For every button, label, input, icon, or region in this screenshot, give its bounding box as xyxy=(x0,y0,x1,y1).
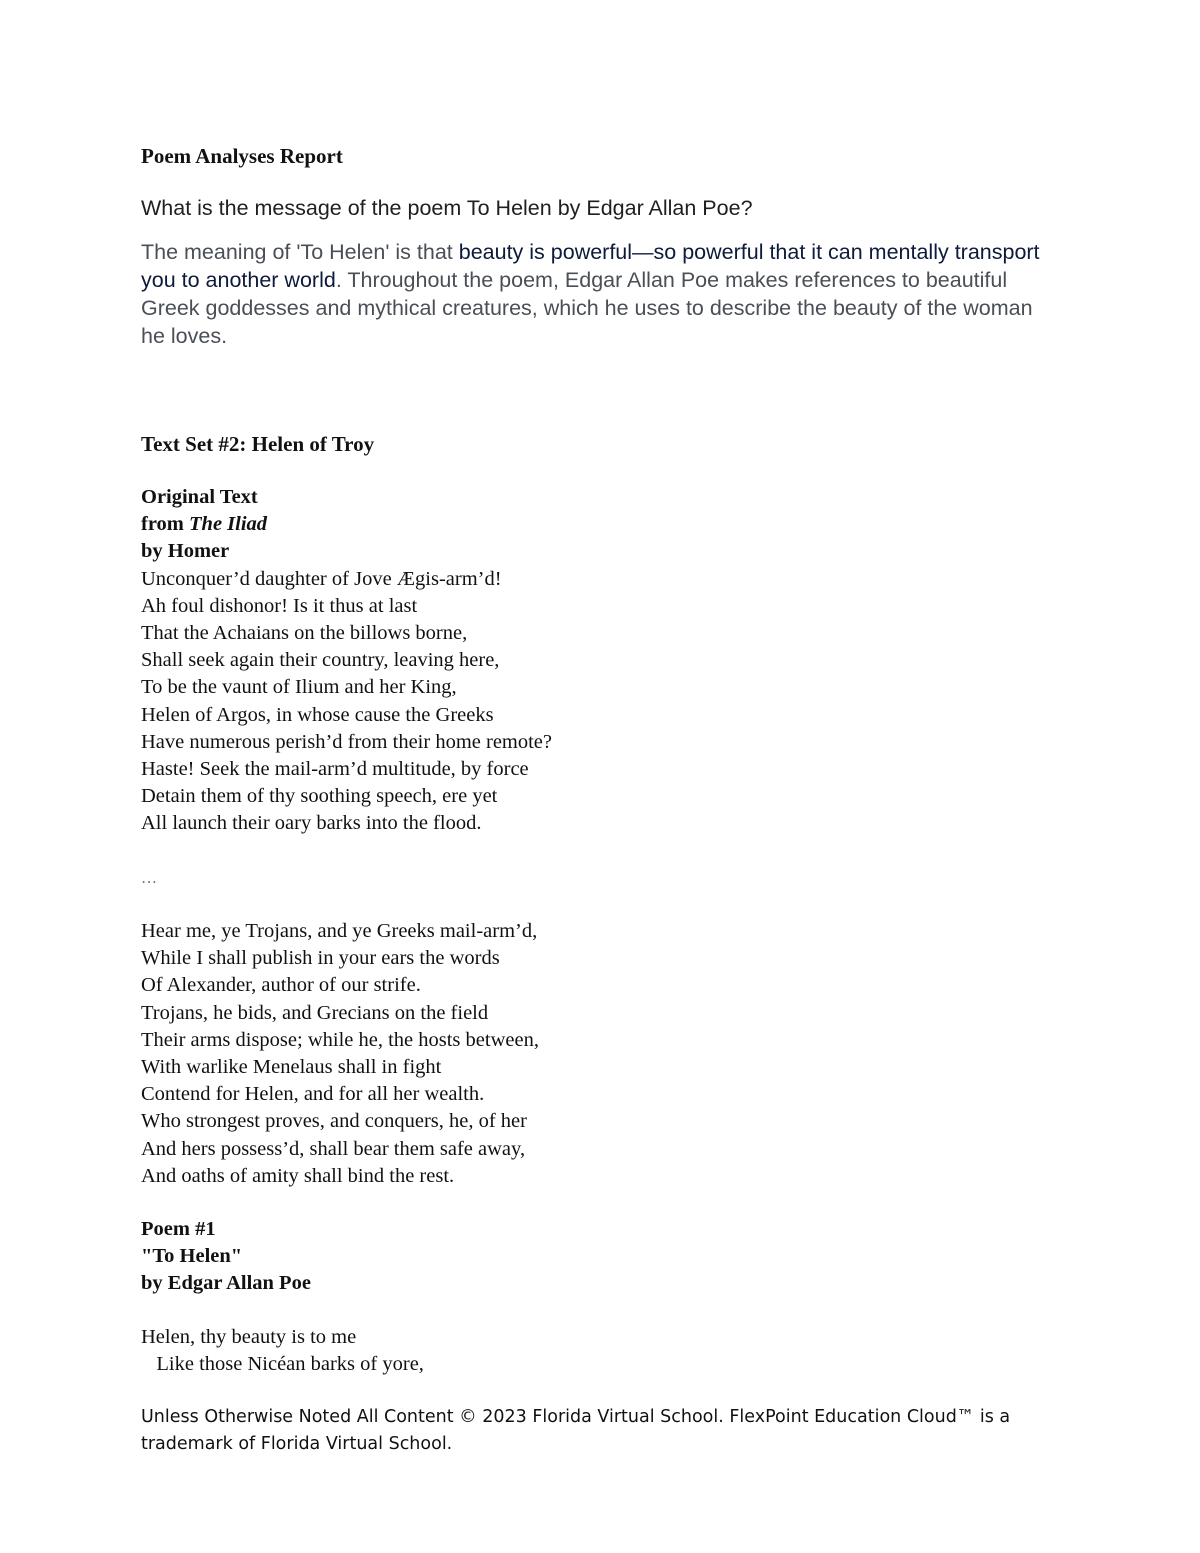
answer-paragraph xyxy=(141,238,1041,350)
stanza2-line: Contend for Helen, and for all her wealth. xyxy=(141,1083,485,1106)
answer-text-end: . Throughout the poem, Edgar Allan Poe makes references to beautiful Greek goddesses and mythical creatures, which he uses to describe the beauty of the woman he loves. xyxy=(141,268,1033,348)
stanza1-line: Haste! Seek the mail-arm’d multitude, by force xyxy=(141,758,529,781)
stanza2-line: Who strongest proves, and conquers, he, of her xyxy=(141,1110,527,1133)
answer-highlight: beauty is powerful—so powerful that it can mentally transport you to another world xyxy=(141,240,1040,292)
stanza1-line: To be the vaunt of Ilium and her King, xyxy=(141,676,457,699)
poem1-author: by Edgar Allan Poe xyxy=(141,1272,311,1295)
poem1-line: Helen, thy beauty is to me xyxy=(141,1326,357,1348)
footer-line: trademark of Florida Virtual School. xyxy=(141,1434,453,1454)
stanza2-line: While I shall publish in your ears the words xyxy=(141,947,500,970)
original-author: by Homer xyxy=(141,540,230,563)
original-source xyxy=(141,511,552,538)
stanza2-line: Their arms dispose; while he, the hosts between, xyxy=(141,1028,539,1051)
stanza1-line: Ah foul dishonor! Is it thus at last xyxy=(141,594,418,617)
omission-ellipsis: … xyxy=(141,870,157,887)
original-text-block xyxy=(141,484,552,838)
stanza1-line: Helen of Argos, in whose cause the Greeks xyxy=(141,703,494,726)
stanza1-line: That the Achaians on the billows borne, xyxy=(141,622,468,645)
stanza1-line: Shall seek again their country, leaving here, xyxy=(141,649,500,672)
stanza2-line: Trojans, he bids, and Grecians on the field xyxy=(141,1001,489,1024)
stanza2-line: Of Alexander, author of our strife. xyxy=(141,974,421,997)
original-text-label: Original Text xyxy=(141,486,258,508)
stanza1-line: All launch their oary barks into the flood. xyxy=(141,812,482,835)
stanza2-line: And oaths of amity shall bind the rest. xyxy=(141,1164,455,1187)
text-set-heading: Text Set #2: Helen of Troy xyxy=(141,432,375,456)
stanza2-line: With warlike Menelaus shall in fight xyxy=(141,1056,442,1079)
source-work-title: The Iliad xyxy=(189,513,268,536)
stanza1-line: Have numerous perish’d from their home remote? xyxy=(141,730,553,753)
poem1-header xyxy=(141,1216,311,1298)
stanza2-line: Hear me, ye Trojans, and ye Greeks mail-arm’d, xyxy=(141,920,538,942)
report-title: Poem Analyses Report xyxy=(141,144,343,168)
stanza2-line: And hers possess’d, shall bear them safe away, xyxy=(141,1137,526,1160)
stanza1-line: Detain them of thy soothing speech, ere yet xyxy=(141,785,498,808)
stanza2-block xyxy=(141,918,539,1190)
footer-line: Unless Otherwise Noted All Content © 2023 Florida Virtual School. FlexPoint Education Cloud™ is a xyxy=(141,1407,1011,1427)
poem1-label: Poem #1 xyxy=(141,1218,216,1240)
source-prefix: from xyxy=(141,513,190,536)
page-footer xyxy=(141,1404,1041,1458)
answer-text-start: The meaning of 'To Helen' is that xyxy=(141,240,459,264)
stanza1-line: Unconquer’d daughter of Jove Ægis-arm’d! xyxy=(141,567,502,590)
poem1-lines xyxy=(141,1324,424,1378)
question-heading: What is the message of the poem To Helen by Edgar Allan Poe? xyxy=(141,196,753,220)
poem1-title: "To Helen" xyxy=(141,1245,243,1268)
poem1-line: Like those Nicéan barks of yore, xyxy=(141,1353,424,1376)
